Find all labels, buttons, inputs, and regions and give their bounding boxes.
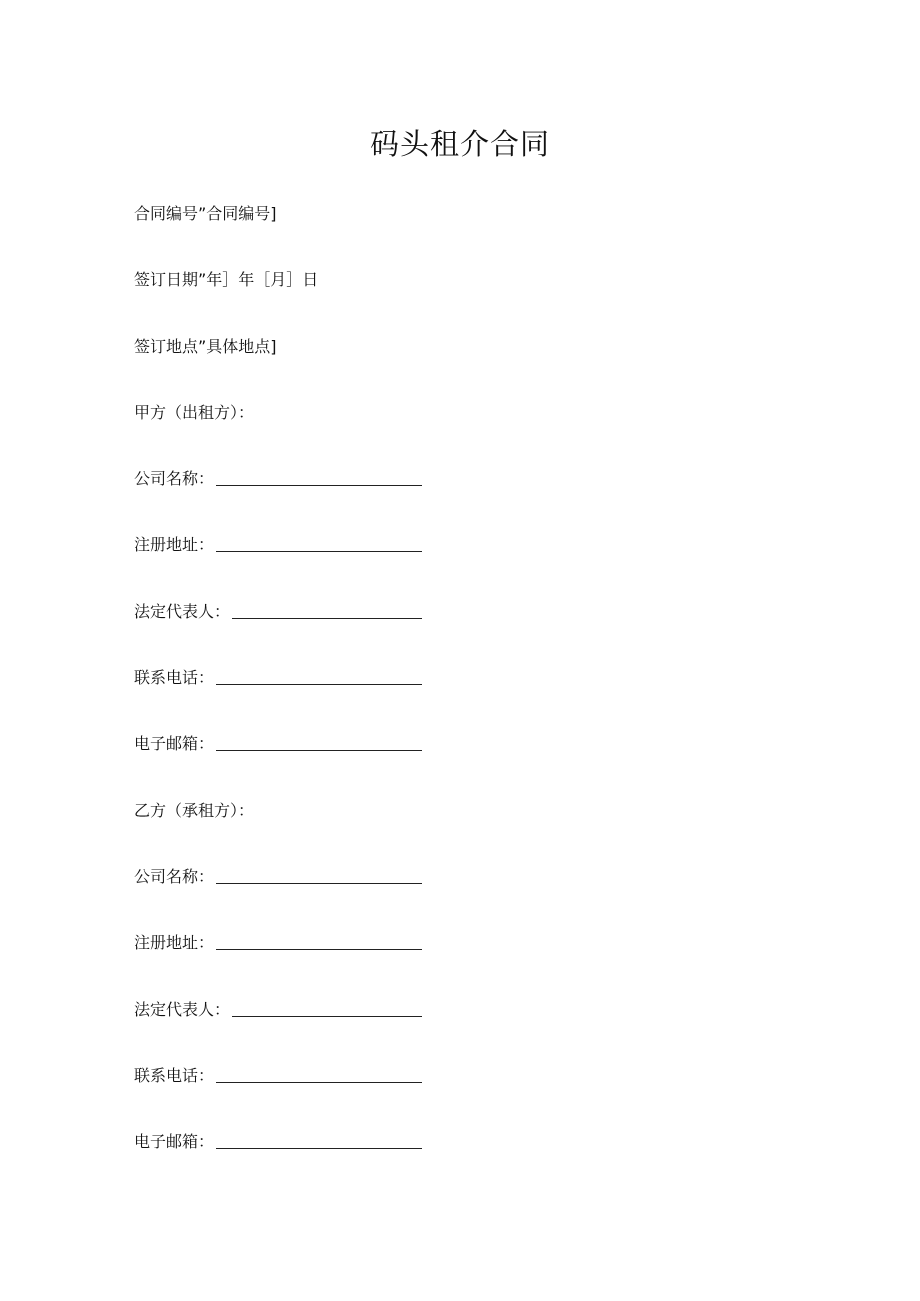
fill-in-blank[interactable] (216, 1062, 422, 1083)
line-label: 签订地点”具体地点] (134, 336, 277, 356)
party-a-company-name-line (134, 465, 422, 531)
fill-in-blank[interactable] (232, 598, 422, 619)
party-b-address-line (134, 929, 422, 995)
line-label: 合同编号”合同编号] (134, 204, 277, 223)
party-a-heading (134, 399, 422, 465)
line-label: 注册地址： (134, 933, 215, 953)
fill-in-blank[interactable] (216, 863, 422, 884)
fill-in-blank[interactable] (216, 465, 422, 486)
fill-in-blank[interactable] (216, 929, 422, 950)
contract-number-line (134, 200, 422, 266)
party-b-phone-line (134, 1062, 422, 1128)
fill-in-blank[interactable] (216, 1128, 422, 1149)
line-label: 签订日期”年］年［月］日 (134, 270, 319, 290)
line-label: 法定代表人： (134, 999, 231, 1019)
document-title: 码头租介合同 (369, 127, 550, 161)
party-a-representative-line (134, 598, 422, 664)
line-label: 注册地址： (134, 535, 215, 555)
fill-in-blank[interactable] (216, 664, 422, 685)
line-label: 公司名称： (134, 469, 215, 489)
party-b-email-line (134, 1128, 422, 1194)
party-b-company-name-line (134, 863, 422, 929)
party-a-phone-line (134, 664, 422, 730)
fill-in-blank[interactable] (232, 996, 422, 1017)
party-a-email-line (134, 730, 422, 796)
contract-fields (134, 200, 422, 1194)
line-label: 甲方（出租方）： (134, 402, 255, 422)
line-label: 公司名称： (134, 866, 215, 886)
line-label: 联系电话： (134, 668, 215, 688)
line-label: 电子邮箱： (134, 734, 215, 754)
line-label: 电子邮箱： (134, 1132, 215, 1152)
fill-in-blank[interactable] (216, 730, 422, 751)
line-label: 乙方（承租方）： (134, 800, 255, 820)
line-label: 法定代表人： (134, 601, 231, 621)
signing-place-line (134, 333, 422, 399)
party-b-representative-line (134, 996, 422, 1062)
fill-in-blank[interactable] (216, 531, 422, 552)
party-a-address-line (134, 531, 422, 597)
party-b-heading (134, 797, 422, 863)
line-label: 联系电话： (134, 1065, 215, 1085)
signing-date-line (134, 266, 422, 332)
